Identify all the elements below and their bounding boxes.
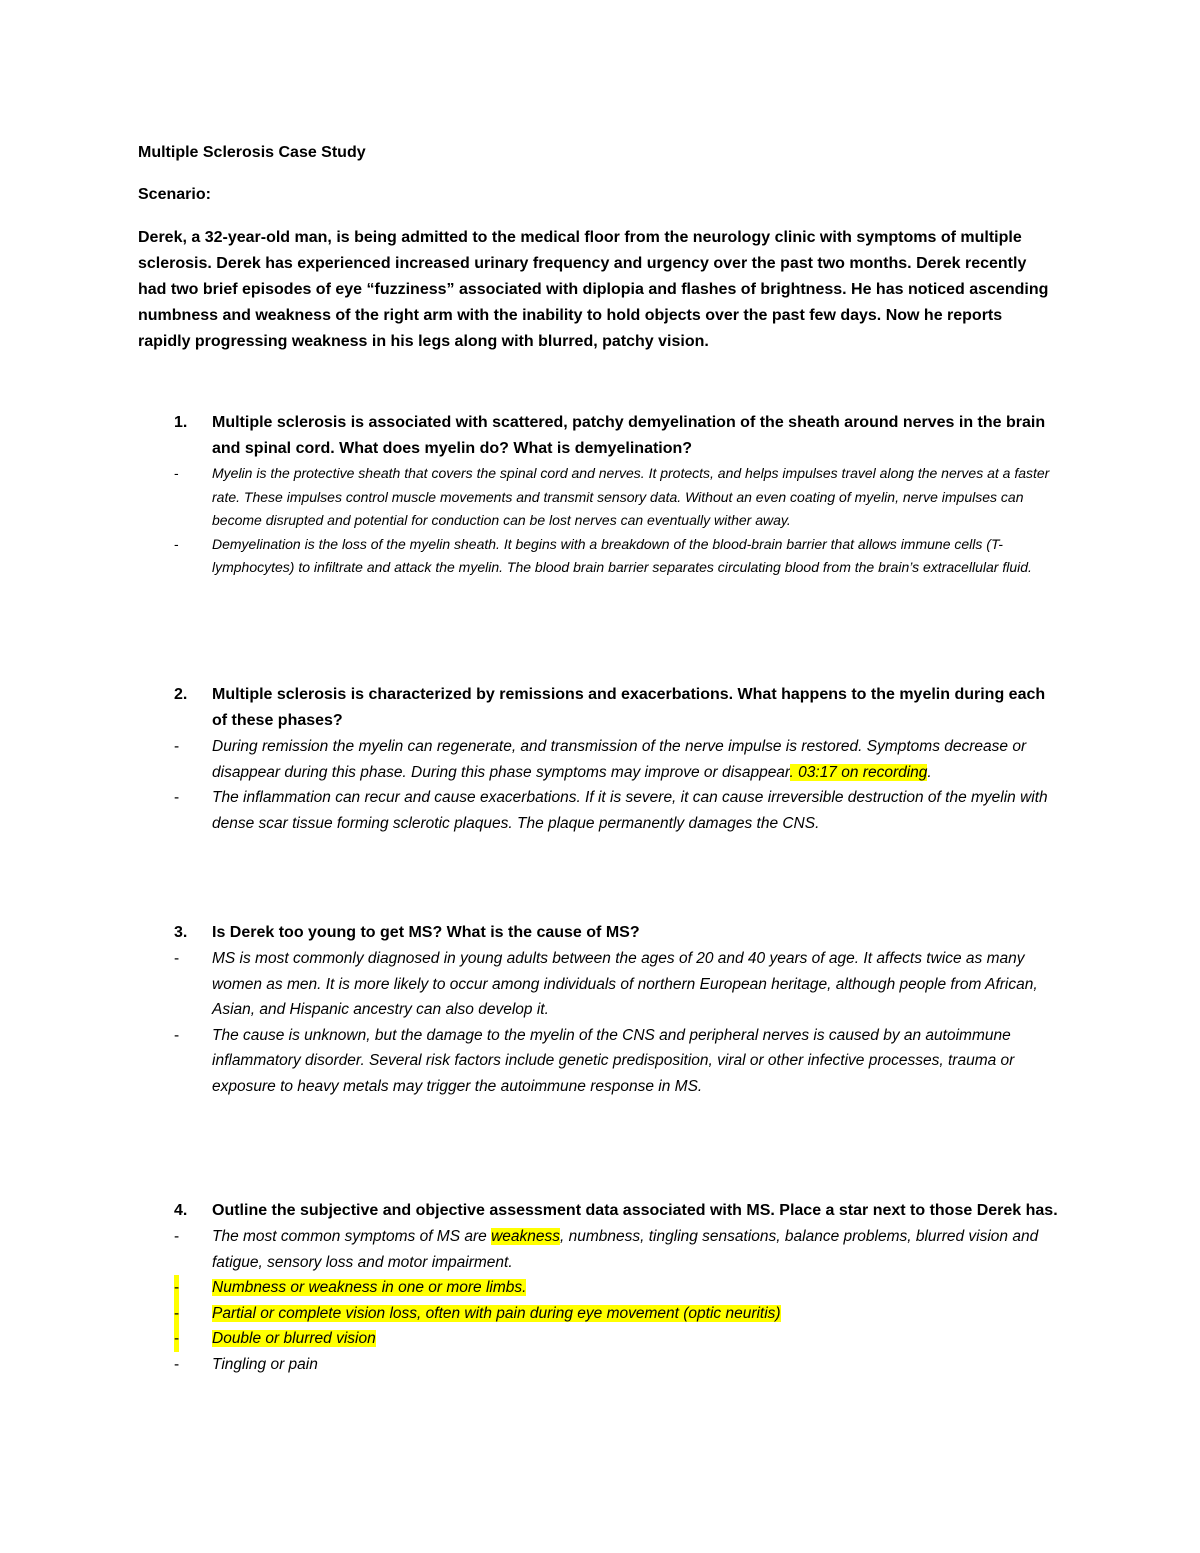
answer-item: [138, 946, 1058, 1023]
question-text: Is Derek too young to get MS? What is the cause of MS?: [212, 924, 640, 941]
document-title: Multiple Sclerosis Case Study: [138, 144, 366, 161]
answer-item: [138, 785, 1058, 836]
scenario-label: Scenario:: [138, 186, 211, 203]
highlighted-text: . 03:17 on recording: [789, 763, 928, 781]
question-text: Outline the subjective and objective assessment data associated with MS. Place a star next to those Derek has.: [212, 1202, 1058, 1219]
question-heading: [138, 920, 1058, 946]
bullet-dash: -: [174, 738, 180, 755]
answer-text: Tingling or pain: [212, 1355, 318, 1373]
answer-item-highlighted: [138, 1275, 1058, 1301]
answer-text: Demyelination is the loss of the myelin sheath. It begins with a breakdown of the blood-brain barrier that allows immune cells (T-lymphocytes) to infiltrate and attack the myelin. The blood brain barrier separates circulating blood from the brain’s extracellular fluid.: [212, 535, 1032, 575]
question-number: 3.: [174, 924, 188, 941]
answer-item-highlighted: [138, 1326, 1058, 1352]
question-number: 2.: [174, 686, 188, 703]
bullet-dash: -: [174, 1275, 179, 1301]
question-heading: [138, 1198, 1058, 1224]
answer-item: [138, 1023, 1058, 1100]
bullet-dash: -: [174, 1228, 180, 1245]
answer-item: [138, 734, 1058, 785]
bullet-dash: -: [174, 950, 180, 967]
answer-text-end: , numbness, tingling sensations, balance problems, blurred vision and fatigue, sensory loss and motor impairment.: [212, 1228, 1039, 1271]
question-number: 4.: [174, 1202, 188, 1219]
question-text: Multiple sclerosis is associated with scattered, patchy demyelination of the sheath around nerves in the brain and spinal cord. What does myelin do? What is demyelination?: [212, 414, 1046, 457]
answer-list: [138, 734, 1058, 836]
answer-text: The cause is unknown, but the damage to the myelin of the CNS and peripheral nerves is caused by an autoimmune inflammatory disorder. Several risk factors include genetic predisposition, viral or other infective processes, trauma or exposure to heavy metals may trigger the autoimmune response in MS.: [212, 1026, 1015, 1095]
bullet-dash: -: [174, 1326, 179, 1352]
answer-text: The inflammation can recur and cause exacerbations. If it is severe, it can cause irreversible destruction of the myelin with dense scar tissue forming sclerotic plaques. The plaque permanently damages the CNS.: [212, 789, 1048, 832]
answer-list: [138, 462, 1058, 580]
question-1: [138, 410, 1058, 580]
bullet-dash: -: [174, 1026, 180, 1044]
answer-list: [138, 946, 1058, 1099]
question-number: 1.: [174, 414, 188, 431]
answer-item: [138, 533, 1058, 580]
question-heading: [138, 410, 1058, 462]
question-4: [138, 1198, 1058, 1377]
bullet-dash: -: [174, 789, 180, 806]
answer-item: [138, 1224, 1058, 1275]
bullet-dash: -: [174, 1301, 179, 1327]
bullet-dash: -: [174, 535, 179, 552]
answer-text: Partial or complete vision loss, often with pain during eye movement (optic neuritis): [212, 1304, 781, 1322]
bullet-dash: -: [174, 1355, 180, 1373]
answer-text: MS is most commonly diagnosed in young adults between the ages of 20 and 40 years of age. It affects twice as many women as men. It is more likely to occur among individuals of northern European heritage, although people from African, Asian, and Hispanic ancestry can also develop it.: [212, 950, 1038, 1018]
question-2: [138, 682, 1058, 836]
answer-list: [138, 1224, 1058, 1377]
bullet-dash: -: [174, 465, 179, 481]
answer-text: Numbness or weakness in one or more limbs.: [212, 1279, 527, 1296]
answer-item: [138, 1352, 1058, 1378]
answer-text: During remission the myelin can regenerate, and transmission of the nerve impulse is restored. Symptoms decrease or disappear during this phase. During this phase symptoms may improve or disappear: [212, 738, 1027, 781]
question-3: [138, 920, 1058, 1099]
question-text: Multiple sclerosis is characterized by remissions and exacerbations. What happens to the myelin during each of these phases?: [212, 686, 1046, 729]
answer-item: [138, 462, 1058, 533]
answer-text: The most common symptoms of MS are: [212, 1228, 492, 1245]
scenario-text: Derek, a 32-year-old man, is being admitted to the medical floor from the neurology clinic with symptoms of multiple sclerosis. Derek has experienced increased urinary frequency and urgency over the past two months. Derek recently had two brief episodes of eye “fuzziness” associated with diplopia and flashes of brightness. He has noticed ascending numbness and weakness of the right arm with the inability to hold objects over the past few days. Now he reports rapidly progressing weakness in his legs along with blurred, patchy vision.: [138, 229, 1049, 350]
answer-text-end: .: [927, 763, 932, 781]
answer-item-highlighted: [138, 1301, 1058, 1327]
answer-text: Double or blurred vision: [212, 1330, 376, 1347]
question-heading: [138, 682, 1058, 734]
highlighted-text: weakness: [491, 1228, 561, 1245]
answer-text: Myelin is the protective sheath that covers the spinal cord and nerves. It protects, and helps impulses travel along the nerves at a faster rate. These impulses control muscle movements and transmit sensory data. Without an even coating of myelin, nerve impulses can become disrupted and potential for conduction can be lost nerves can eventually wither away.: [212, 465, 1050, 528]
